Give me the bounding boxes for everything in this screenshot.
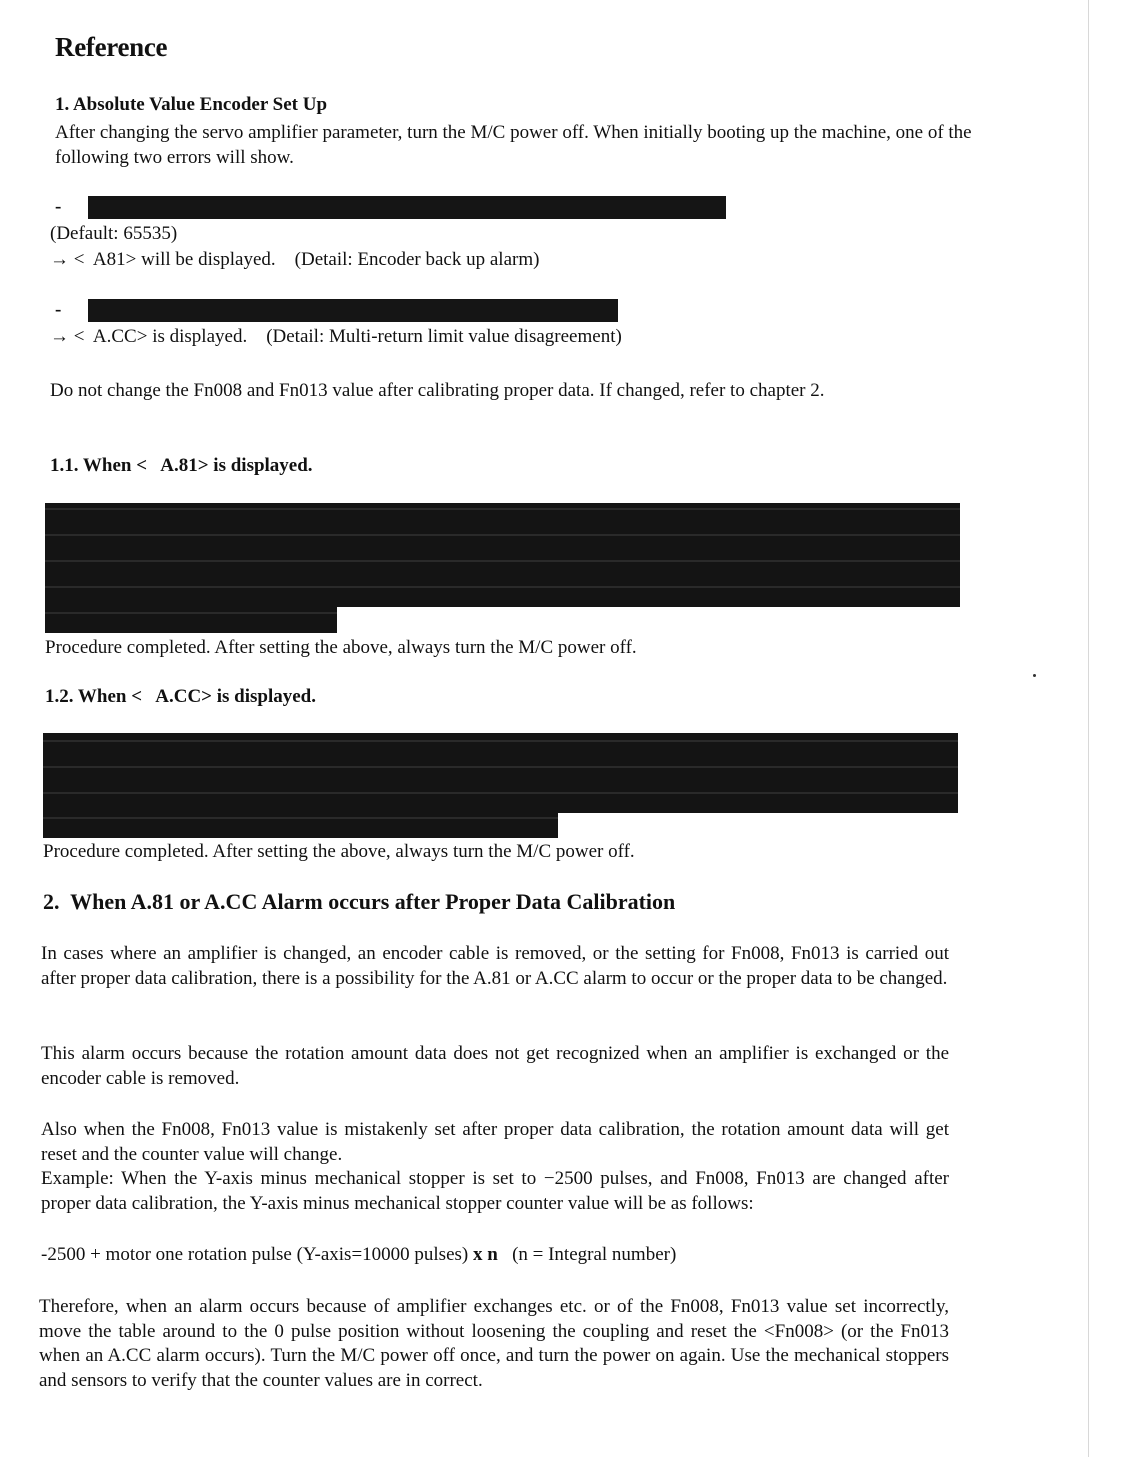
section2-heading: 2. When A.81 or A.CC Alarm occurs after Proper Data Calibration [43,889,676,914]
subsection-1-1-heading: 1.1. When < A.81> is displayed. [50,455,313,476]
page-title: Reference [55,32,168,62]
section1-heading: 1. Absolute Value Encoder Set Up [55,94,328,115]
calibration-note: Do not change the Fn008 and Fn013 value after calibrating proper data. If changed, refer to chapter 2. [50,380,825,401]
formula-line [41,1243,676,1268]
redacted-block [43,813,558,838]
section2-paragraph-4: Therefore, when an alarm occurs because of amplifier exchanges etc. or of the Fn008, Fn013 value set incorrectly, move the table around to the 0 pulse position without loosening the coupling and reset the <Fn008> (or the Fn013 when an A.CC alarm occurs). Turn the M/C power off once, and turn the power on again. Use the mechanical stoppers and sensors to verify that the counter values are in correct. [39,1296,949,1391]
scan-speck [1033,674,1036,677]
default-note: (Default: 65535) [50,223,178,244]
bullet2-result: → < A.CC> is displayed. (Detail: Multi-return limit value disagreement) [50,326,622,347]
section2-paragraph-1: In cases where an amplifier is changed, an encoder cable is removed, or the setting for Fn008, Fn013 is carried out after proper data calibration, there is a possibility for the A.81 or A.CC alarm to occur or the proper data to be changed. [41,943,949,989]
procedure-completed-text: Procedure completed. After setting the above, always turn the M/C power off. [45,637,637,658]
procedure-completed-text: Procedure completed. After setting the above, always turn the M/C power off. [43,841,635,862]
redacted-block [45,503,960,607]
example-text: Example: When the Y-axis minus mechanical stopper is set to −2500 pulses, and Fn008, Fn013 are changed after proper data calibration, the Y-axis minus mechanical stopper counter value will be as follows: [41,1168,949,1214]
redacted-bar [88,196,726,219]
bullet-marker: - [55,196,62,217]
redacted-bar [88,299,618,322]
section2-paragraph-2: This alarm occurs because the rotation amount data does not get recognized when an amplifier is exchanged or the encoder cable is removed. [41,1043,949,1089]
subsection-1-2-heading: 1.2. When < A.CC> is displayed. [45,686,317,707]
page-edge-line [1088,0,1089,1457]
redacted-block [43,733,958,813]
formula-multiplier: x n [472,1244,498,1265]
section1-intro: After changing the servo amplifier parameter, turn the M/C power off. When initially booting up the machine, one of the following two errors will show. [55,122,972,168]
section2-paragraph-3: Also when the Fn008, Fn013 value is mistakenly set after proper data calibration, the rotation amount data will get reset and the counter value will change. [41,1119,949,1165]
redacted-block [45,607,337,633]
bullet-marker: - [55,299,62,320]
formula-text: -2500 + motor one rotation pulse (Y-axis=10000 pulses) [41,1244,473,1265]
bullet1-result: → < A81> will be displayed. (Detail: Encoder back up alarm) [50,249,540,270]
formula-note: (n = Integral number) [497,1244,677,1265]
